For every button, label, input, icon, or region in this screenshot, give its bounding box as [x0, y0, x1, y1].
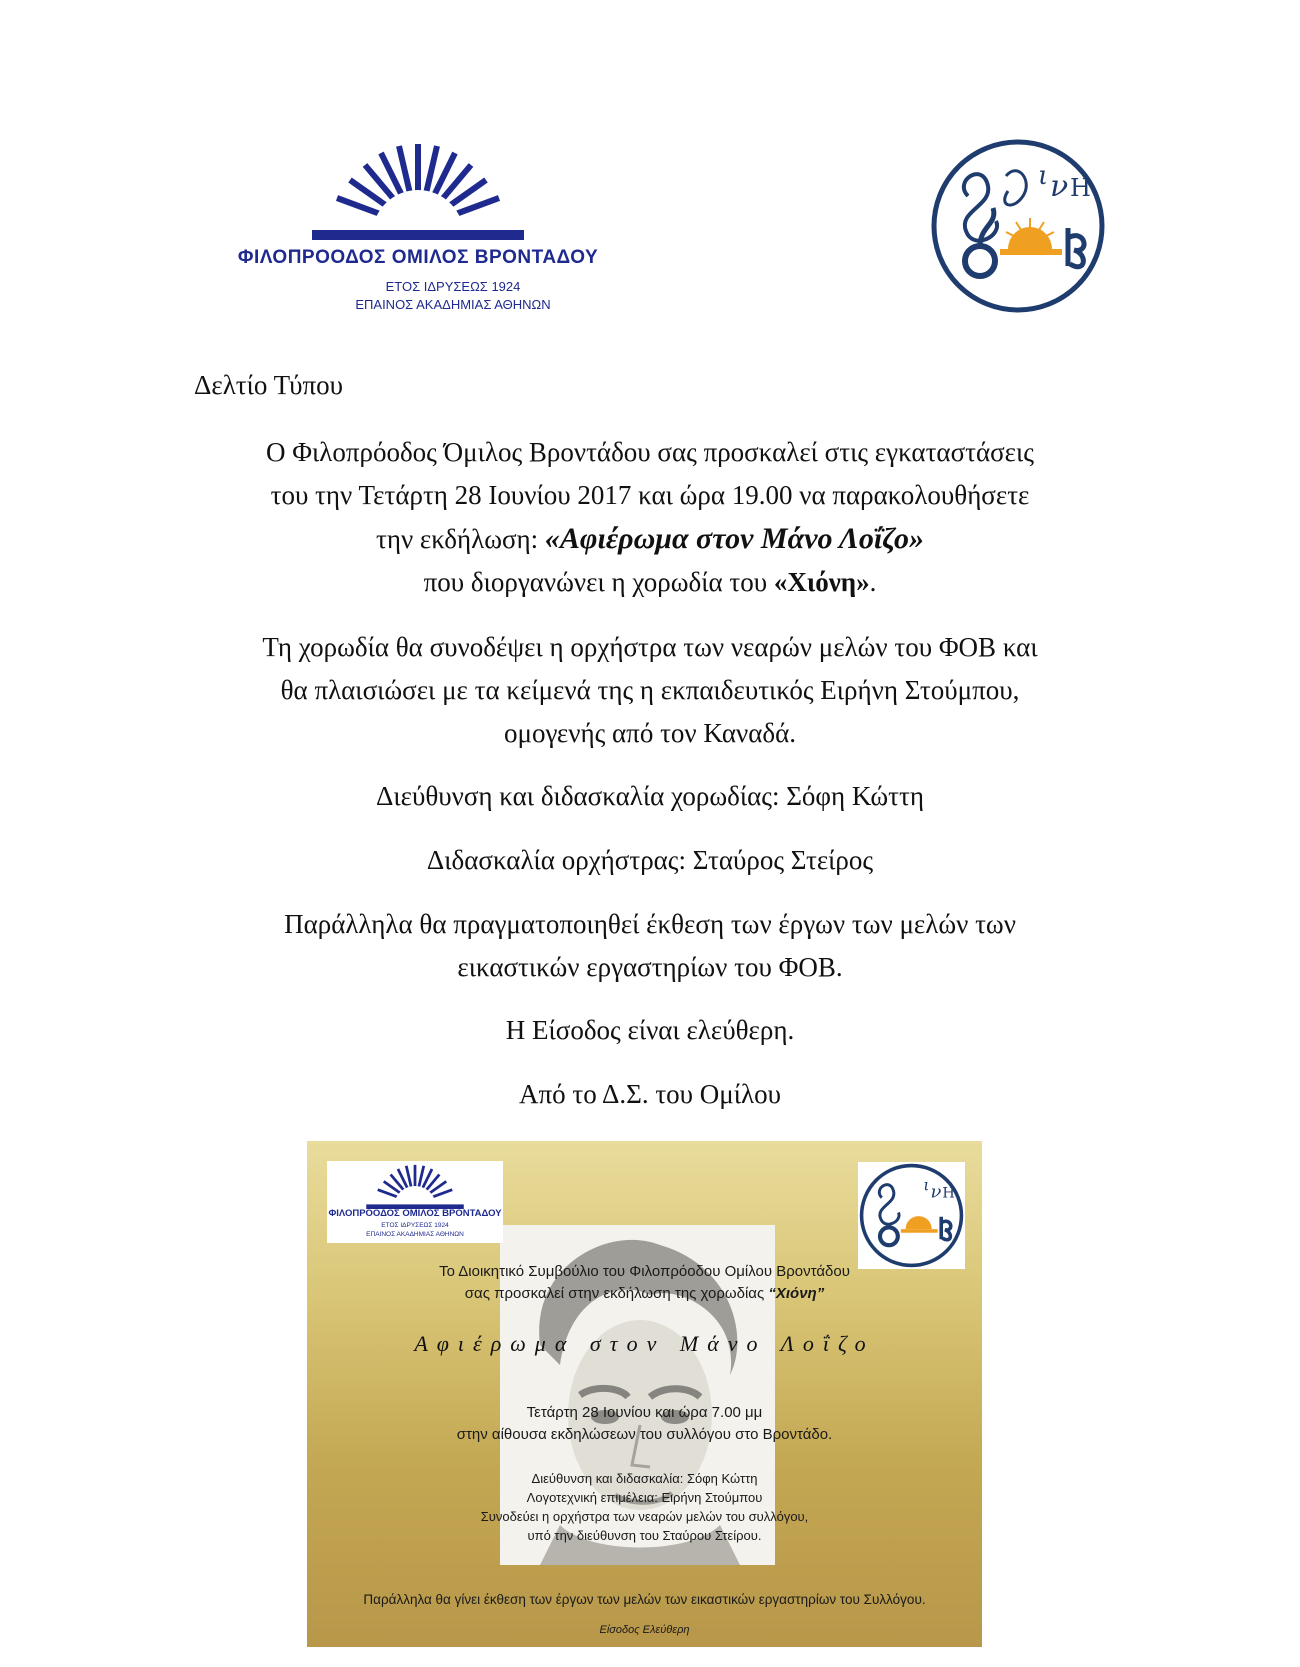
signature — [150, 1073, 1150, 1116]
exhibition-line-1: Παράλληλα θα πραγματοποιηθεί έκθεση των έργων των μελών των — [284, 909, 1016, 939]
poster-club-logo — [327, 1161, 503, 1243]
club-founded: ΕΤΟΣ ΙΔΡΥΣΕΩΣ 1924 — [385, 279, 521, 294]
poster-credit-2: Λογοτεχνική επιμέλεια: Ειρήνη Στούμπου — [526, 1490, 763, 1505]
poster-title: Αφιέρωμα στον Μάνο Λοΐζο — [414, 1331, 875, 1356]
choir-name: «Χιόνη» — [773, 567, 870, 597]
free-entry — [150, 1009, 1150, 1052]
svg-text:ι: ι — [1038, 161, 1049, 191]
club-name: ΦΙΛΟΠΡΟΟΔΟΣ ΟΜΙΛΟΣ ΒΡΟΝΤΑΔΟΥ — [237, 247, 599, 268]
invitation-line-4-end: . — [869, 567, 877, 597]
poster-club-founded: ΕΤΟΣ ΙΔΡΥΣΕΩΣ 1924 — [381, 1222, 449, 1229]
poster-sunrise-logo-icon — [365, 1163, 465, 1209]
sunrise-logo-icon — [310, 140, 526, 240]
invitation-poster — [307, 1141, 982, 1647]
orchestra-teacher — [150, 839, 1150, 882]
club-logo — [218, 140, 618, 315]
orchestra-line-1: Τη χορωδία θα συνοδέψει η ορχήστρα των νεαρών μελών του ΦΟΒ και — [262, 632, 1038, 662]
invitation-line-3 — [150, 517, 1150, 561]
poster-credit-4: υπό την διεύθυνση του Σταύρου Στείρου. — [527, 1528, 762, 1543]
poster-credit-1: Διεύθυνση και διδασκαλία: Σόφη Κώττη — [531, 1471, 758, 1486]
poster-date: Τετάρτη 28 Ιουνίου και ώρα 7.00 μμ — [526, 1404, 763, 1421]
poster-exhibition: Παράλληλα θα γίνει έκθεση των έργων των μελών των εικαστικών εργαστηρίων του Συλλόγου. — [363, 1592, 926, 1607]
poster-intro-line-2 — [307, 1285, 982, 1302]
choir-logo — [928, 136, 1108, 316]
invitation-line-3-text: την εκδήλωση: — [376, 524, 545, 554]
poster-choir-logo-icon — [858, 1162, 965, 1269]
invitation-paragraph — [150, 431, 1150, 604]
svg-text:ι: ι — [923, 1176, 930, 1195]
club-award: ΕΠΑΙΝΟΣ ΑΚΑΔΗΜΙΑΣ ΑΘΗΝΩΝ — [355, 297, 551, 312]
poster-free-entry: Είσοδος Ελεύθερη — [599, 1624, 690, 1636]
svg-text:Η: Η — [1070, 174, 1091, 202]
svg-text:Η: Η — [942, 1185, 955, 1202]
free-entry-text: Η Είσοδος είναι ελεύθερη. — [505, 1015, 795, 1045]
orchestra-line-3: ομογενής από τον Καναδά. — [503, 718, 796, 748]
poster-club-award: ΕΠΑΙΝΟΣ ΑΚΑΔΗΜΙΑΣ ΑΘΗΝΩΝ — [366, 1231, 464, 1238]
invitation-line-4 — [150, 561, 1150, 604]
exhibition-paragraph — [150, 903, 1150, 989]
invitation-line-4-text: που διοργανώνει η χορωδία του — [423, 567, 774, 597]
choir-direction — [150, 775, 1150, 818]
choir-direction-text: Διεύθυνση και διδασκαλία χορωδίας: Σόφη Κώττη — [376, 781, 924, 811]
poster-club-name: ΦΙΛΟΠΡΟΟΔΟΣ ΟΜΙΛΟΣ ΒΡΟΝΤΑΔΟΥ — [328, 1208, 502, 1219]
svg-text:ν: ν — [1050, 169, 1069, 204]
svg-text:ν: ν — [930, 1181, 942, 1203]
invitation-line-1: Ο Φιλοπρόοδος Όμιλος Βροντάδου σας προσκαλεί στις εγκαταστάσεις — [266, 437, 1034, 467]
poster-venue: στην αίθουσα εκδηλώσεων του συλλόγου στο Βροντάδο. — [456, 1426, 833, 1443]
choir-chioni-logo-icon — [928, 136, 1108, 316]
signature-text: Από το Δ.Σ. του Ομίλου — [519, 1079, 781, 1109]
orchestra-paragraph — [150, 626, 1150, 755]
exhibition-line-2: εικαστικών εργαστηρίων του ΦΟΒ. — [457, 952, 843, 982]
orchestra-line-2: θα πλαισιώσει με τα κείμενά της η εκπαιδευτικός Ειρήνη Στούμπου, — [280, 675, 1020, 705]
orchestra-teacher-text: Διδασκαλία ορχήστρας: Σταύρος Στείρος — [426, 845, 874, 875]
poster-choir-name: “Χιόνη” — [768, 1285, 825, 1302]
poster-intro-line-2-text: σας προσκαλεί στην εκδήλωση της χορωδίας — [464, 1285, 769, 1302]
poster-credit-3: Συνοδεύει η ορχήστρα των νεαρών μελών του συλλόγου, — [480, 1509, 809, 1524]
poster-choir-logo — [858, 1162, 965, 1269]
invitation-line-2: του την Τετάρτη 28 Ιουνίου 2017 και ώρα 19.00 να παρακολουθήσετε — [270, 480, 1030, 510]
event-title: «Αφιέρωμα στον Μάνο Λοΐζο» — [544, 522, 924, 555]
poster-intro-line-1: Το Διοικητικό Συμβούλιο του Φιλοπρόοδου Ομίλου Βροντάδου — [439, 1263, 850, 1280]
press-release-heading: Δελτίο Τύπου — [194, 370, 344, 400]
